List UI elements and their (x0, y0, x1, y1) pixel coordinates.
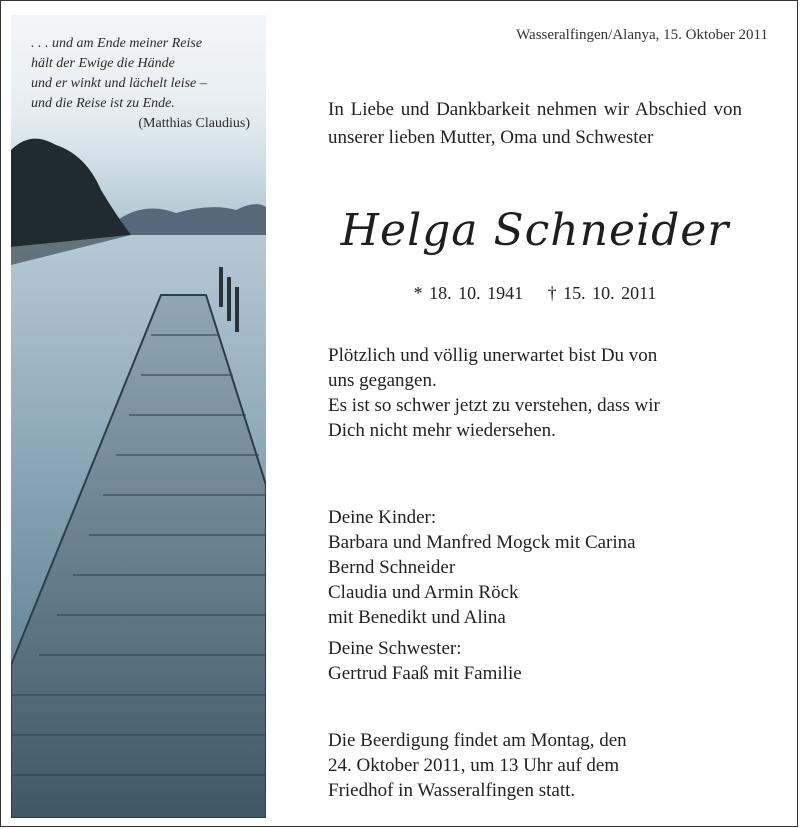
child-entry: mit Benedikt und Alina (328, 607, 506, 628)
sister-entry: Gertrud Faaß mit Familie (328, 663, 522, 684)
funeral-line: 24. Oktober 2011, um 13 Uhr auf dem (328, 755, 620, 776)
deceased-name: Helga Schneider (340, 205, 730, 256)
message-line: Plötzlich und völlig unerwartet bist Du von (328, 345, 658, 366)
death-date: † 15. 10. 2011 (547, 283, 657, 303)
life-dates (328, 283, 742, 304)
quote-line: und er winkt und lächelt leise – (31, 76, 207, 91)
jetty-illustration (11, 15, 266, 818)
funeral-line: Friedhof in Wasseralfingen statt. (328, 780, 576, 801)
place-date: Wasseralfingen/Alanya, 15. Oktober 2011 (516, 27, 768, 43)
quote-line: . . . und am Ende meiner Reise (31, 36, 203, 51)
quote-line: und die Reise ist zu Ende. (31, 96, 175, 111)
funeral-info (328, 728, 658, 803)
message-line: Dich nicht mehr wiedersehen. (328, 420, 556, 441)
children-list (328, 505, 636, 630)
funeral-line: Die Beerdigung findet am Montag, den (328, 730, 627, 751)
children-heading: Deine Kinder: (328, 507, 437, 528)
child-entry: Barbara und Manfred Mogck mit Carina (328, 532, 636, 553)
birth-date: * 18. 10. 1941 (413, 283, 524, 303)
message-line: Es ist so schwer jetzt zu verstehen, dass wir (328, 395, 660, 416)
sister-list (328, 636, 522, 686)
quote-block (31, 34, 256, 134)
intro-text: In Liebe und Dankbarkeit nehmen wir Abschied von unserer lieben Mutter, Oma und Schwester (328, 99, 742, 148)
quote-line: hält der Ewige die Hände (31, 56, 175, 71)
child-entry: Claudia und Armin Röck (328, 582, 519, 603)
jetty-lake-photo (11, 15, 266, 818)
sister-heading: Deine Schwester: (328, 638, 462, 659)
quote-attribution: (Matthias Claudius) (138, 116, 250, 131)
message-line: uns gegangen. (328, 370, 437, 391)
child-entry: Bernd Schneider (328, 557, 456, 578)
farewell-message (328, 343, 748, 443)
